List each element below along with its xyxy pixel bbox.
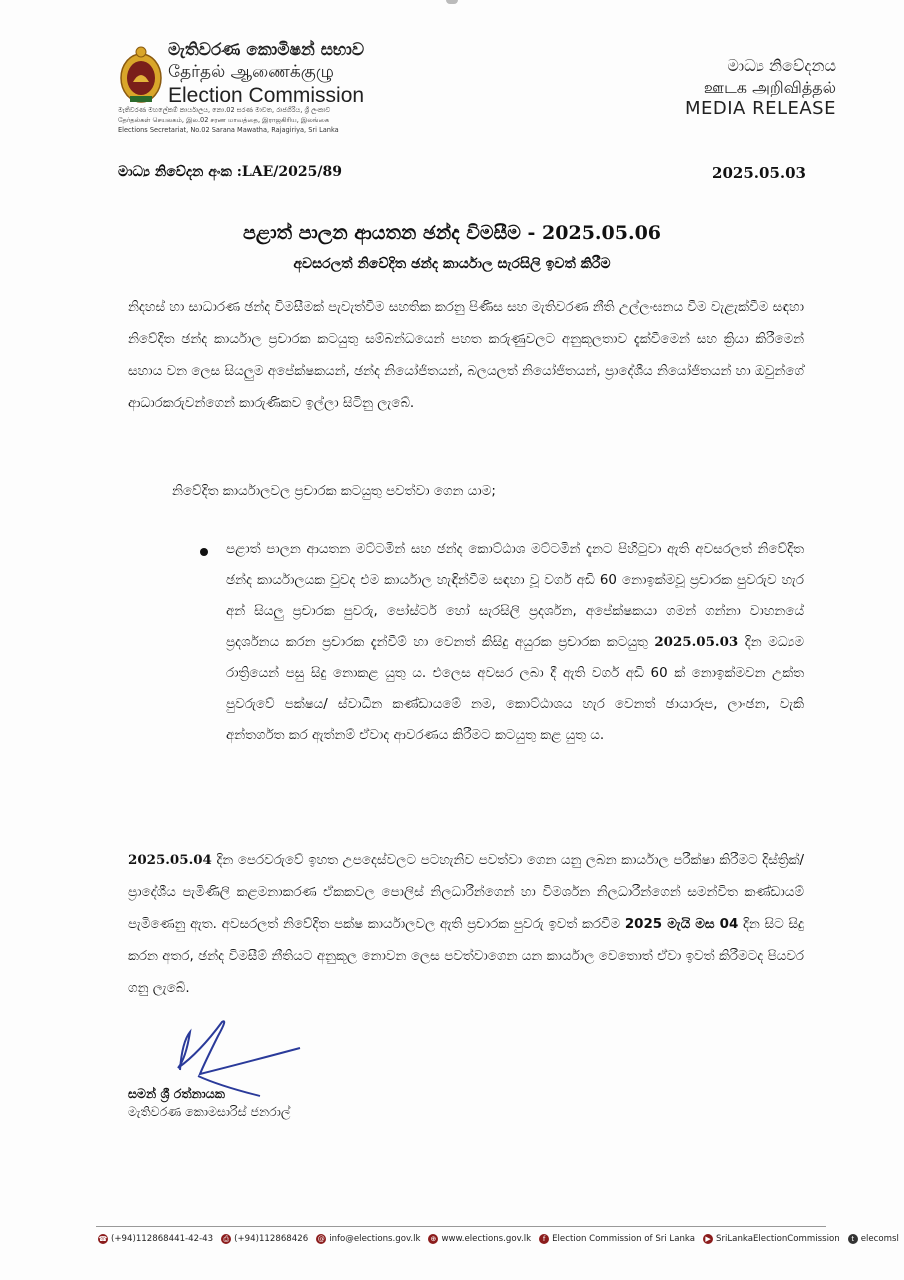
footer-web[interactable]: ⊕ www.elections.gov.lk xyxy=(428,1234,531,1244)
address-sinhala: මැතිවරණ මහලේකම් කාර්යාලය, නො.02 සරණ මාවත, රාජගිරිය, ශ්‍රී ලංකාව xyxy=(118,106,331,114)
email-icon: @ xyxy=(317,1235,325,1243)
footer-divider xyxy=(96,1226,826,1227)
address-english: Elections Secretariat, No.02 Sarana Mawatha, Rajagiriya, Sri Lanka xyxy=(118,126,339,134)
facebook-icon: f xyxy=(539,1234,549,1244)
letterhead-name-english: Election Commission xyxy=(168,84,365,107)
bullet-text-a: පළාත් පාලන ආයතන මට්ටමින් සහ ඡන්ද කොට්ඨාශ මට්ටමින් දැනට පිහිටුවා ඇති අවසරලත් නිවේදිත ඡන්ද කාර්යාලයක වුවද එම කාර්යාල හැඳින්වීම සඳහා වූ වර්ග අඩි 60 නොඉක්මවූ ප්‍රචාරක පුවරුව හැර අන් සියලු ප්‍රචාරක පුවරු, පෝස්ටර් හෝ සැරසිලි ප්‍රදර්ශන, අපේක්ෂකයා ගමන් ගන්නා වාහනයේ ප්‍රදර්ශනය කරන ප්‍රචාරක දැන්වීම් හා වෙනත් කිසිදු අයුරක ප්‍රචාරක කටයුතු xyxy=(226,542,804,650)
sri-lanka-emblem-icon xyxy=(118,44,164,106)
footer-facebook[interactable]: f Election Commission of Sri Lanka xyxy=(539,1234,695,1244)
phone-icon: ☎ xyxy=(98,1235,108,1243)
signatory-name: සමන් ශ්‍රී රත්නායක xyxy=(128,1086,225,1101)
footer-email[interactable]: @ info@elections.gov.lk xyxy=(317,1234,421,1244)
globe-icon: ⊕ xyxy=(428,1234,438,1244)
fax-icon: ⎙ xyxy=(221,1234,231,1244)
bullet-text-b: දින මධ්‍යම රාත්‍රියෙන් පසු සිදු නොකළ යුතු ය. එලෙස අවසර ලබා දී ඇති වර්ග අඩි 60 ක් නොඉක්මවන උක්ත පුවරුවේ පක්ෂය/ ස්වාධීන කණ්ඩායමේ නම, කොට්ඨාශය හැර වෙනත් ඡායාරූප, ලාංඡන, වැකි අන්තර්ගත කර ඇත්නම් ඒවාද ආවරණය කිරීමට කටයුතු කළ යුතු ය. xyxy=(226,635,804,743)
twitter-icon: t xyxy=(848,1234,858,1244)
inspection-date2: 2025 මැයි මස 04 xyxy=(624,917,739,932)
letterhead-name-sinhala: මැතිවරණ කොමිෂන් සභාව xyxy=(168,40,365,60)
letterhead-name-tamil: தேர்தல் ஆணைக்குழு xyxy=(168,62,334,82)
paragraph-lead-in: නිවේදිත කාර්යාලවල ප්‍රචාරක කටයුතු පවත්වා ගෙන යාම; xyxy=(172,484,496,499)
paragraph-intro: නිදහස් හා සාධාරණ ඡන්ද විමසීමක් පැවැත්වීම සහතික කරනු පිණිස සහ මැතිවරණ නීති උල්ලංඝනය වීම වැළැක්වීම සඳහා නිවේදිත ඡන්ද කාර්යාල ප්‍රචාරක කටයුතු සම්බන්ධයෙන් පහත කරුණුවලට අනුකූලතාව දැක්වීමෙන් සහ ක්‍රියා කිරීමෙන් සහාය වන ලෙස සියලුම අපේක්ෂකයන්, ඡන්ද නියෝජිතයන්, බලයලත් නියෝජිතයන්, ප්‍රාදේශීය නියෝජිතයන් හා ඔවුන්ගේ ආධාරකරුවන්ගෙන් කාරුණිකව ඉල්ලා සිටිනු ලැබේ. xyxy=(128,300,804,411)
release-date: 2025.05.03 xyxy=(712,164,806,182)
footer-youtube[interactable]: ▶ SriLankaElectionCommission xyxy=(703,1234,840,1244)
bullet-date: 2025.05.03 xyxy=(654,634,739,650)
document-subtitle: අවසරලත් නිවේදිත ඡන්ද කාර්යාල සැරසිලි ඉවත් කිරීම xyxy=(293,256,611,272)
paragraph-inspection xyxy=(128,844,804,1005)
media-release-sinhala: මාධ්‍ය නිවේදනය xyxy=(727,56,836,75)
inspection-date: 2025.05.04 xyxy=(128,852,212,868)
footer-fax: ⎙ (+94)112868426 xyxy=(221,1234,308,1244)
signatory-title: මැතිවරණ කොමසාරිස් ජනරාල් xyxy=(128,1104,291,1119)
youtube-icon: ▶ xyxy=(703,1234,713,1244)
inspection-text-a: දින පෙරවරුවේ ඉහත උපදෙස්වලට පටහැනිව පවත්වා ගෙන යනු ලබන කාර්යාල පරීක්ෂා කිරීමට දිස්ත්‍රික්/ ප්‍රාදේශීය පැමිණිලි කළමනාකරණ ඒකකවල පොලිස් නිලධාරීන්ගෙන් හා විමර්ශන නිලධාරීන්ගෙන් සමන්විත කණ්ඩායම් පැමිණෙනු ඇත. අවසරලත් නිවේදිත පක්ෂ කාර්යාලවල ඇති ප්‍රචාරක පුවරු ඉවත් කරවීම xyxy=(128,853,804,932)
address-tamil: தேர்தல்கள் செயலகம், இல.02 சரண மாவத்தை, இராஜகிரிய, இலங்கை xyxy=(118,116,330,124)
scan-mark xyxy=(446,0,458,4)
reference-number: මාධ්‍ය නිවේදන අංක :LAE/2025/89 xyxy=(118,164,342,180)
bullet-dot xyxy=(200,548,208,556)
media-release-english: MEDIA RELEASE xyxy=(684,98,836,119)
bullet-paragraph xyxy=(226,534,804,751)
footer-contacts xyxy=(98,1234,899,1244)
footer-twitter[interactable]: t elecomsl xyxy=(848,1234,899,1244)
media-release-tamil: ஊடக அறிவித்தல் xyxy=(703,78,836,97)
document-title: පළාත් පාලන ආයතන ඡන්ද විමසීම - 2025.05.06 xyxy=(242,222,662,244)
inspection-text-b: දින සිට සිදු කරන අතර, ඡන්ද විමසීම් නීතියට අනුකූල නොවන ලෙස පවත්වාගෙන යන කාර්යාල වෙතොත් ඒවා ඉවත් කිරීමටද පියවර ගනු ලැබේ. xyxy=(128,917,804,996)
footer-phone: ☎ (+94)112868441-42-43 xyxy=(98,1234,214,1244)
